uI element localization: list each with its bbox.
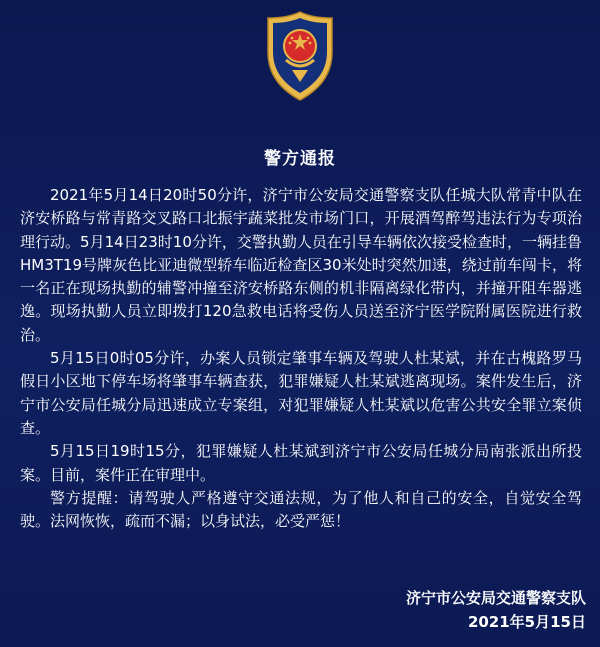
paragraph-incident: 2021年5月14日20时50分许，济宁市公安局交通警察支队任城大队常青中队在济安桥路与常青路交叉路口北振宇蔬菜批发市场门口，开展酒驾醉驾违法行为专项治理行动。5月14日23时10分许，交警执勤人员在引导车辆依次接受检查时，一辆挂鲁HM3T19号牌灰色比亚迪微型轿车临近检查区30米处时突然加速，绕过前车闯卡，将一名正在现场执勤的辅警冲撞至济安桥路东侧的机非隔离绿化带内，并撞开阻车器逃逸。现场执勤人员立即拨打120急救电话将受伤人员送至济宁医学院附属医院进行救治。	[20, 186, 582, 344]
signature-block	[406, 586, 586, 634]
paragraph-reminder: 警方提醒：请驾驶人严格遵守交通法规，为了他人和自己的安全，自觉安全驾驶。法网恢恢，疏而不漏；以身试法，必受严惩！	[20, 488, 582, 531]
paragraph-surrender: 5月15日19时15分，犯罪嫌疑人杜某斌到济宁市公安局任城分局南张派出所投案。目前，案件正在审理中。	[20, 442, 582, 484]
notice-body	[20, 184, 582, 533]
notice-title: 警方通报	[264, 149, 336, 169]
issuer: 济宁市公安局交通警察支队	[405, 589, 586, 607]
paragraph-investigation: 5月15日0时05分许，办案人员锁定肇事车辆及驾驶人杜某斌，并在古槐路罗马假日小区地下停车场将肇事车辆查获，犯罪嫌疑人杜某斌逃离现场。案件发生后，济宁市公安局任城分局迅速成立专案组，对犯罪嫌疑人杜某斌以危害公共安全罪立案侦查。	[20, 349, 582, 437]
issue-date: 2021年5月15日	[467, 613, 586, 631]
police-badge-icon	[262, 10, 338, 102]
